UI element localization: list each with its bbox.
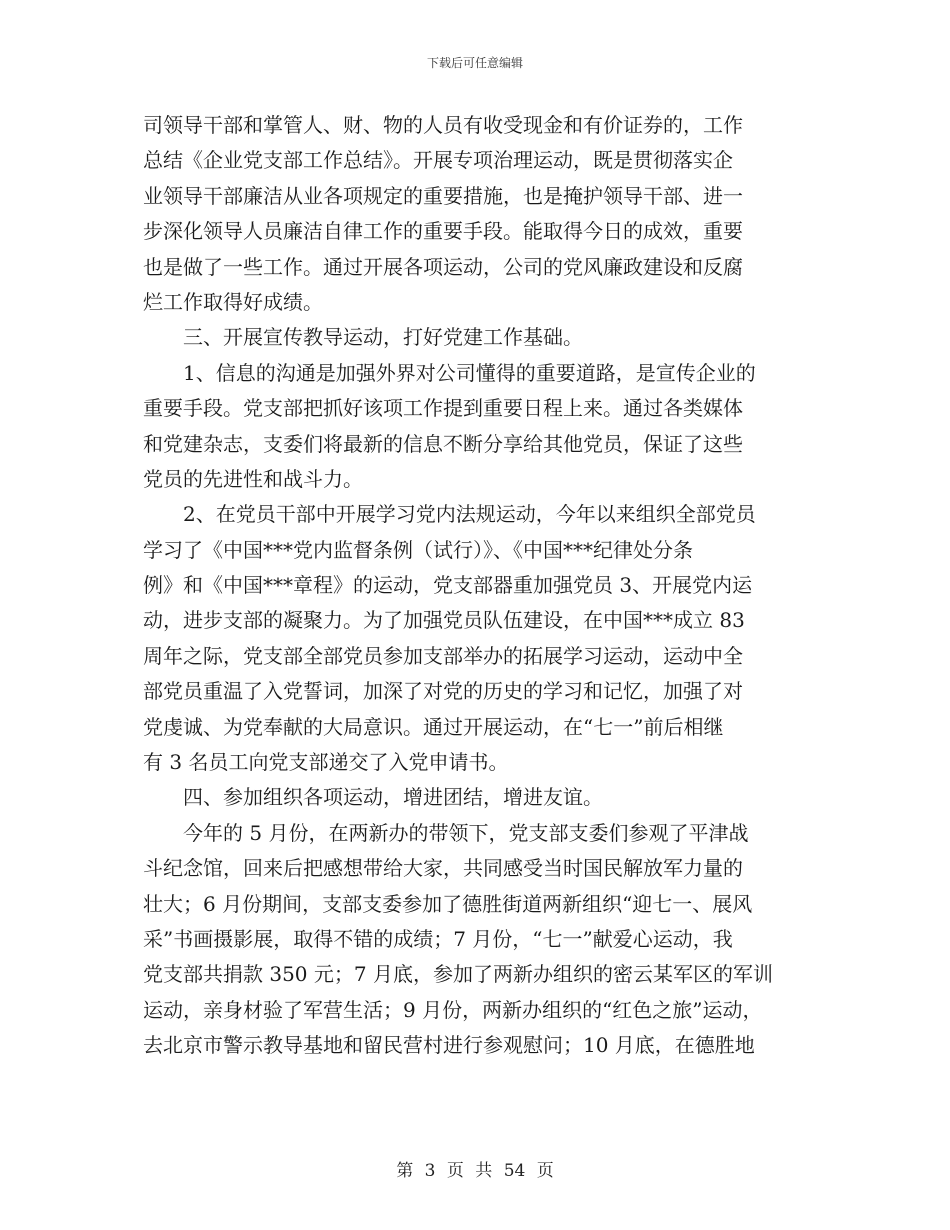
text-line: 采”书画摄影展，取得不错的成绩；7 月份，“七一”献爱心运动，我 <box>143 926 733 951</box>
text-line: 壮大；6 月份期间，支部支委参加了德胜街道两新组织“迎七一、展风 <box>143 891 753 916</box>
text-line: 党虔诚、为党奉献的大局意识。通过开展运动，在“七一”前后相继 <box>143 714 724 739</box>
text-line: 三、开展宣传教导运动，打好党建工作基础。 <box>183 325 583 350</box>
text-line: 党支部共捐款 350 元；7 月底，参加了两新办组织的密云某军区的军训 <box>143 962 773 987</box>
page-header: 下载后可任意编辑 <box>426 56 523 70</box>
text-line: 周年之际，党支部全部党员参加支部举办的拓展学习运动，运动中全 <box>143 643 743 668</box>
text-line: 今年的 5 月份，在两新办的带领下，党支部支委们参观了平津战 <box>183 820 749 845</box>
text-line: 业领导干部廉洁从业各项规定的重要措施，也是掩护领导干部、进一 <box>143 183 743 208</box>
text-line: 运动，亲身材验了军营生活；9 月份，两新办组织的“红色之旅”运动， <box>143 997 763 1022</box>
text-line: 重要手段。党支部把抓好该项工作提到重要日程上来。通过各类媒体 <box>143 396 743 421</box>
text-line: 学习了《中国***党内监督条例（试行）》、《中国***纪律处分条 <box>143 537 693 562</box>
text-line: 步深化领导人员廉洁自律工作的重要手段。能取得今日的成效，重要 <box>143 219 743 244</box>
text-line: 也是做了一些工作。通过开展各项运动，公司的党风廉政建设和反腐 <box>143 254 743 279</box>
page-number-footer: 第 3 页 共 54 页 <box>396 1161 554 1181</box>
text-line: 部党员重温了入党誓词，加深了对党的历史的学习和记忆，加强了对 <box>143 679 743 704</box>
text-line: 党员的先进性和战斗力。 <box>143 466 363 491</box>
document-body <box>143 108 803 1064</box>
text-line: 和党建杂志，支委们将最新的信息不断分享给其他党员，保证了这些 <box>143 431 743 456</box>
text-line: 四、参加组织各项运动，增进团结，增进友谊。 <box>183 785 603 810</box>
text-line: 例》和《中国***章程》的运动，党支部器重加强党员 3、开展党内运 <box>143 573 753 598</box>
text-line: 斗纪念馆，回来后把感想带给大家，共同感受当时国民解放军力量的 <box>143 856 743 881</box>
text-line: 有 3 名员工向党支部递交了入党申请书。 <box>143 750 509 775</box>
text-line: 司领导干部和掌管人、财、物的人员有收受现金和有价证券的，工作 <box>143 113 743 137</box>
text-line: 1、信息的沟通是加强外界对公司懂得的重要道路，是宣传企业的 <box>183 360 756 385</box>
text-line: 总结《企业党支部工作总结》。开展专项治理运动，既是贯彻落实企 <box>143 148 733 173</box>
text-line: 去北京市警示教导基地和留民营村进行参观慰问；10 月底，在德胜地 <box>143 1033 755 1058</box>
text-line: 烂工作取得好成绩。 <box>143 289 323 314</box>
text-line: 2、在党员干部中开展学习党内法规运动，今年以来组织全部党员 <box>183 502 756 527</box>
text-line: 动，进步支部的凝聚力。为了加强党员队伍建设，在中国***成立 83 <box>143 608 745 633</box>
